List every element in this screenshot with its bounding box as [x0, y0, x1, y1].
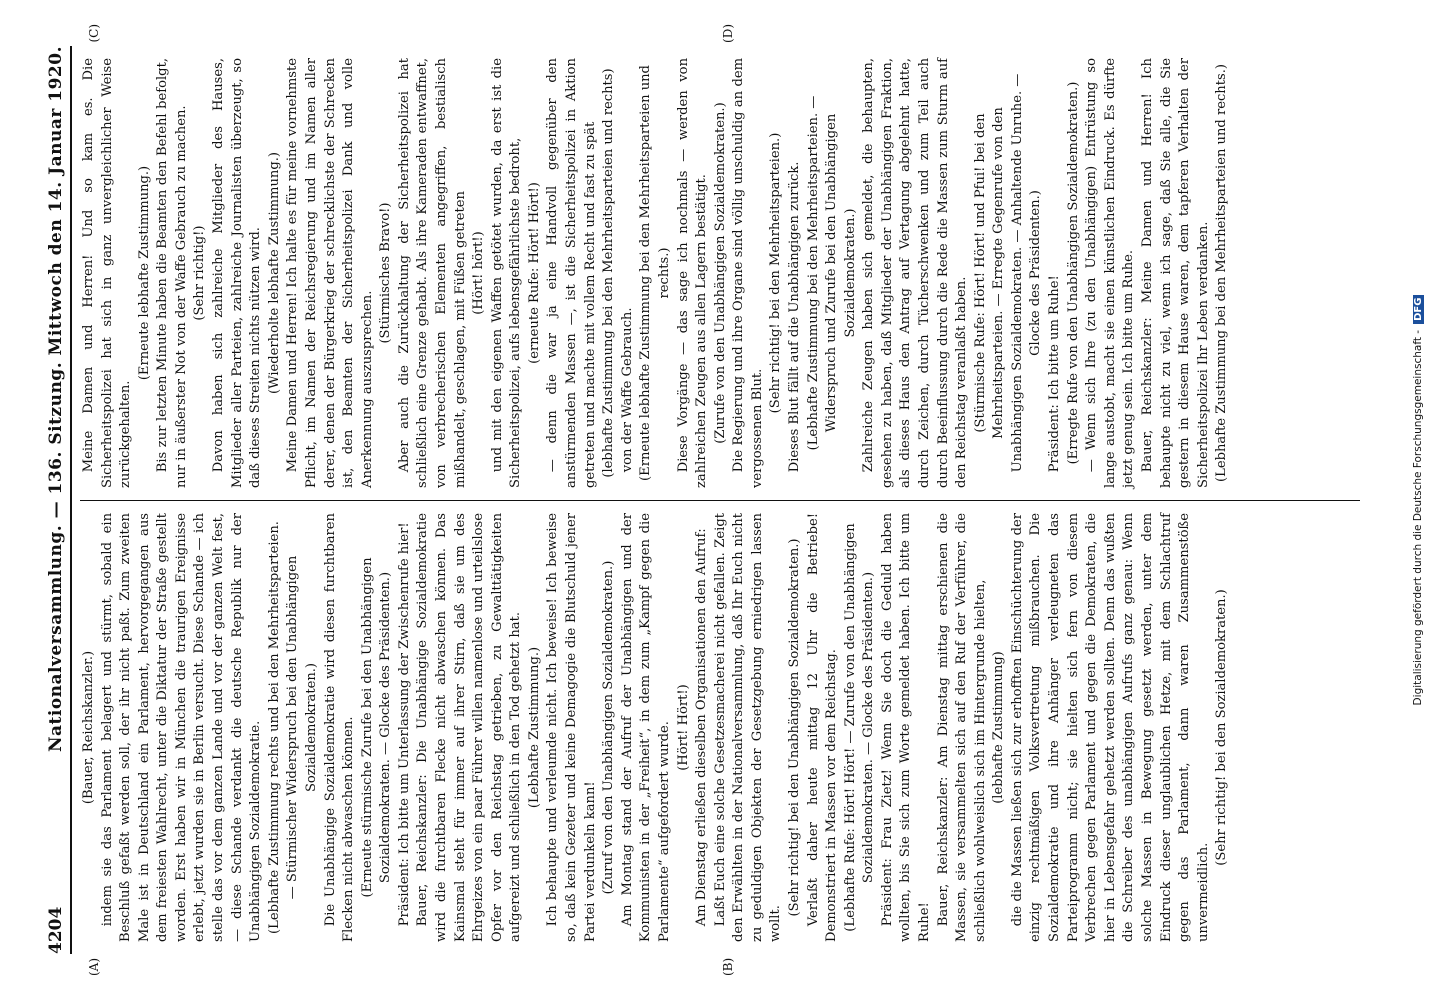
- paragraph: — denn die war ja eine Handvoll gegenüber den anstürmenden Massen —, ist die Sicherheitspolizei in Aktion getreten und machte mit vollem Recht und fast zu spät: [545, 58, 598, 488]
- paragraph: Davon haben sich zahlreiche Mitglieder des Hauses, Mitglieder aller Parteien, zahlreiche Journalisten überzeugt, so daß dieses Streiten nichts nützen wird.: [211, 58, 264, 488]
- stamp-text: Digitalisierung gefördert durch die Deutsche Forschungsgemeinschaft -: [1412, 329, 1424, 706]
- interjection: (Lebhafte Zustimmung bei den Mehrheitsparteien. — Widerspruch und Zurufe bei den Unabhängigen Sozialdemokraten.): [805, 95, 858, 451]
- paragraph: Am Montag stand der Aufruf der Unabhängigen und der Kommunisten in der „Freiheit“, in dem zum „Kampf gegen die Parlamente“ aufgefordert wurde.: [619, 513, 672, 942]
- paragraph: Bauer, Reichskanzler: Die Unabhängige Sozialdemokratie wird die furchtbaren Flecke nicht abwaschen können. Das Kainsmal steht für immer auf ihrer Stirn, daß sie um des Ehrgeizes von ein paar Führer willen namenlose und urteilslose Opfer vor den Reichstag getrieben, zu Gewalttätigkeiten aufgereizt und schließlich in den Tod gehetzt hat.: [415, 513, 524, 942]
- interjection: (Zurufe von den Unabhängigen Sozialdemokraten.): [712, 102, 728, 444]
- interjection: (Stürmische Rufe: Hört! Hört! und Pfui! bei den Mehrheitsparteien. — Erregte Gegenrufe von den Unabhängigen Sozialdemokraten. — Anhaltende Unruhe. — Glocke des Präsidenten.): [972, 73, 1044, 473]
- paragraph: Die Regierung und ihre Organe sind völlig unschuldig an dem vergossenen Blut.: [731, 58, 765, 488]
- interjection: (Zuruf von den Unabhängigen Sozialdemokraten.): [601, 560, 617, 895]
- interjection: (Erneute lebhafte Zustimmung bei den Mehrheitsparteien und rechts.): [638, 65, 672, 481]
- interjection: (Sehr richtig! bei den Unabhängigen Sozialdemokraten.): [786, 538, 802, 917]
- right-column: [80, 24, 1360, 500]
- paragraph: Diese Vorgänge — das sage ich nochmals — werden von zahlreichen Zeugen aus allen Lagern bestätigt.: [675, 58, 710, 488]
- paragraph: Präsident: Frau Zietz! Wenn Sie doch die Geduld haben wollten, bis Sie sich zum Worte gemeldet haben. Ich bitte um Ruhe!: [879, 513, 933, 942]
- interjection: (Hört! Hört!): [675, 684, 691, 771]
- interjection: (Lebhafte Zustimmung bei den Mehrheitsparteien und rechts.): [1214, 64, 1230, 482]
- paragraph: indem sie das Parlament belagert und stürmt, sobald ein Beschluß gefaßt werden soll, der ihr nicht paßt. Zum zweiten Male ist in Deutschland ein Parlament, hervorgegangen aus dem freiesten Wahlrecht, unter die Diktatur der Straße gestellt worden. Erst haben wir in München die traurigen Ereignisse erlebt, jetzt wurden sie in Berlin versucht. Diese Schande — ich stelle das vor dem ganzen Lande und vor der ganzen Welt fest, — diese Schande verdankt die deutsche Republik nur der Unabhängigen Sozialdemokratie.: [99, 513, 264, 942]
- paragraph: Zahlreiche Zeugen haben sich gemeldet, die behaupten, gesehen zu haben, daß Mitglieder der Unabhängigen Fraktion, als dieses Haus den Antrag auf Vertagung abgelehnt hatte, durch Zeichen, durch Tücherschwenken und zum Teil auch durch Beeinflussung durch die Rede die Massen zum Sturm auf den Reichstag veranlaßt haben.: [861, 58, 970, 488]
- dfg-logo: DFG: [1413, 295, 1424, 324]
- margin-marker-c: (C): [87, 24, 101, 43]
- interjection: (Erneute stürmische Zurufe bei den Unabhängigen Sozialdemokraten. — Glocke des Präsidenten.): [359, 557, 394, 898]
- interjection: (lebhafte Zustimmung): [991, 651, 1007, 804]
- interjection: (Stürmisches Bravo!): [378, 202, 394, 344]
- interjection: (Lebhafte Zustimmung.): [526, 646, 542, 809]
- interjection: (Lebhafte Zustimmung rechts und bei den Mehrheitsparteien. — Stürmischer Widerspruch bei den Unabhängigen Sozialdemokraten.): [266, 521, 319, 934]
- interjection: (Sehr richtig!): [192, 225, 208, 321]
- interjection: (Sehr richtig! bei den Sozialdemokraten.): [1214, 589, 1230, 866]
- page-number: 4204: [46, 906, 66, 954]
- margin-marker-a: (A): [87, 957, 101, 976]
- text-columns: [80, 24, 1360, 976]
- digitization-stamp: [1410, 10, 1426, 990]
- paragraph: von der Waffe Gebrauch.: [619, 307, 635, 473]
- interjection: (Erregte Rufe von den Unabhängigen Sozialdemokraten.): [1065, 81, 1081, 465]
- paragraph: Bauer, Reichskanzler: Am Dienstag mittag erschienen die Massen, sie versammelten sich auf den Ruf der Verführer, die schließlich wohlweislich sich im Hintergrunde hielten,: [935, 513, 988, 942]
- paragraph: Die Unabhängige Sozialdemokratie wird diesen furchtbaren Flecken nicht abwaschen können.: [322, 513, 357, 942]
- interjection: (Wiederholte lebhafte Zustimmung.): [266, 152, 282, 394]
- paragraph: Dieses Blut fällt auf die Unabhängigen zurück.: [786, 161, 802, 473]
- paragraph: Bauer, Reichskanzler: Meine Damen und Herren! Ich behaupte nicht zu viel, wenn ich sage, daß Sie alle, die Sie gestern in diesem Hause waren, dem tapferen Verhalten der Sicherheitspolizei Ihr Leben verdanken.: [1139, 58, 1211, 488]
- interjection: (lebhafte Zustimmung bei den Mehrheitsparteien und rechts): [601, 68, 617, 478]
- left-column: [80, 500, 1360, 976]
- page-running-title: Nationalversammlung. — 136. Sitzung. Mittwoch den 14. Januar 1920.: [46, 46, 66, 753]
- paragraph: — Wenn sich Ihre (zu den Unabhängigen) Entrüstung so lange austobt, macht sie einen künstlichen Eindruck. Es dürfte jetzt genug sein. Ich bitte um Ruhe.: [1084, 58, 1137, 488]
- margin-marker-b: (B): [721, 957, 735, 976]
- interjection: (Sehr richtig! bei den Mehrheitsparteien.): [768, 132, 784, 414]
- interjection: (Erneute lebhafte Zustimmung.): [136, 165, 152, 381]
- paragraph: Bis zur letzten Minute haben die Beamten den Befehl befolgt, nur in äußerster Not von der Waffe Gebrauch zu machen.: [155, 58, 189, 488]
- quoted-appeal: Verlaßt daher heute mittag 12 Uhr die Betriebe! Demonstriert in Massen vor dem Reichstag.: [805, 513, 840, 942]
- interjection: (erneute Rufe: Hört! Hört!): [526, 182, 542, 364]
- rotated-document-page: [32, 20, 1402, 980]
- speaker-note: (Bauer, Reichskanzler.): [81, 650, 96, 805]
- page-header: [46, 46, 72, 954]
- paragraph: Präsident: Ich bitte um Ruhe!: [1047, 275, 1063, 473]
- paragraph: und mit den eigenen Waffen getötet wurden, da erst ist die Sicherheitspolizei, aufs lebensgefährlichste bedroht,: [489, 58, 524, 488]
- paragraph: Ich behaupte und verleumde nicht. Ich beweise! Ich beweise so, daß kein Gezeter und keine Demagogie die Blutschuld jener Partei verdunkeln kann!: [545, 513, 598, 942]
- paragraph: Am Dienstag erließen dieselben Organisationen den Aufruf:: [694, 528, 710, 927]
- paragraph: Meine Damen und Herren! Und so kam es. Die Sicherheitspolizei hat sich in ganz unvergleichlicher Weise zurückgehalten.: [81, 58, 134, 488]
- paragraph: Meine Damen und Herren! Ich halte es für meine vornehmste Pflicht, im Namen der Reichsregierung und im Namen aller derer, denen der Bürgerkrieg der schrecklichste der Schrecken ist, den Beamten der Sicherheitspolizei Dank und volle Anerkennung auszusprechen.: [285, 58, 375, 488]
- interjection: (Hört! hört!): [471, 231, 487, 315]
- paragraph: Präsident: Ich bitte um Unterlassung der Zwischenrufe hier!: [396, 522, 412, 927]
- margin-marker-d: (D): [721, 24, 735, 43]
- interjection: (Lebhafte Rufe: Hört! Hört! — Zurufe von den Unabhängigen Sozialdemokraten. — Glocke des Präsidenten.): [842, 523, 877, 932]
- quoted-appeal: Laßt Euch eine solche Gesetzesmacherei nicht gefallen. Zeigt den Erwählten in der Nationalversammlung, daß Ihr Euch nicht zu geduldigen Objekten der Gesetzgebung erniedrigen lassen wollt.: [712, 513, 784, 942]
- paragraph: die die Massen ließen sich zur erhofften Einschüchterung der einzig rechtmäßigen Volksvertretung mißbrauchen. Die Sozialdemokratie und ihre Anhänger verleugneten das Parteiprogramm nicht; sie hielten sich fern von diesem Verbrechen gegen Parlament und gegen die Demokraten, die hier in Lebensgefahr gehetzt werden sollten. Denn das wußten die Schreiber des unabhängigen Aufrufs ganz genau: Wenn solche Massen in Bewegung gesetzt werden, unter dem Eindruck dieser unglaublichen Hetze, mit dem Schlachtruf gegen das Parlament, dann waren Zusammenstöße unvermeidlich.: [1009, 513, 1211, 942]
- paragraph: Aber auch die Zurückhaltung der Sicherheitspolizei hat schließlich eine Grenze gehabt. Als ihre Kameraden entwaffnet, von verbrecherischen Elementen angegriffen, bestialisch mißhandelt, geschlagen, mit Füßen getreten: [396, 58, 468, 488]
